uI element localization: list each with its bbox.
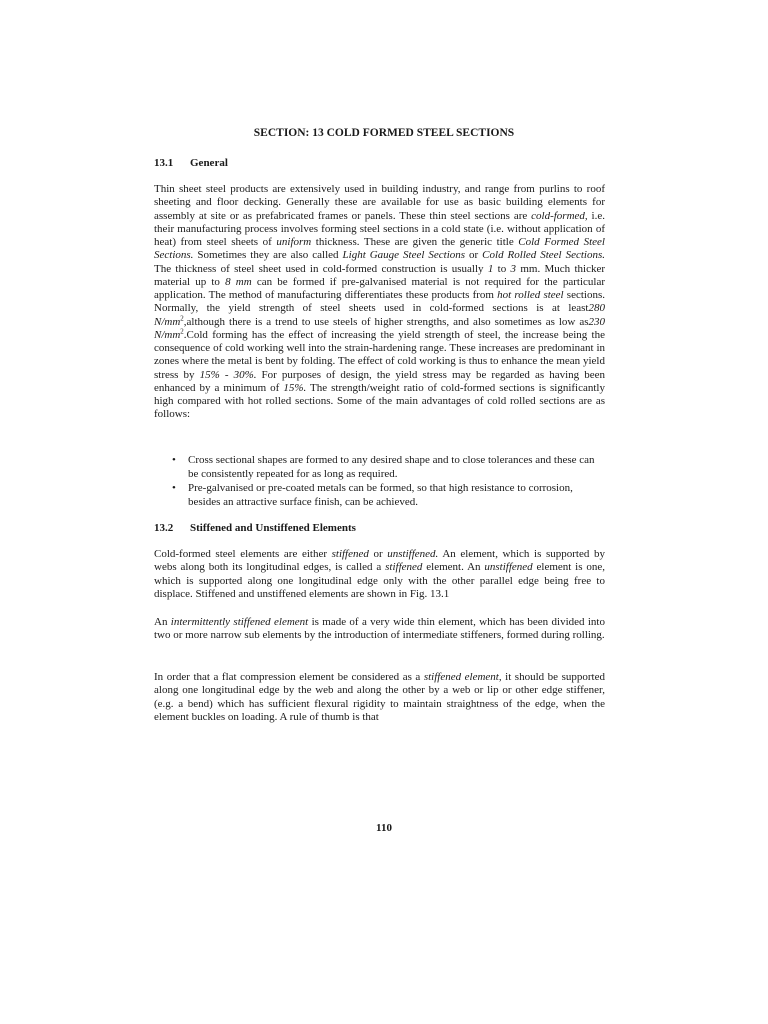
- heading-number: 13.1: [154, 157, 174, 169]
- heading-13-1: [154, 157, 228, 169]
- heading-number: 13.2: [154, 522, 174, 534]
- list-item: • Pre-galvanised or pre-coated metals can be formed, so that high resistance to corrosion, besides an attractive surface finish, can be achieved.: [172, 482, 573, 508]
- bullet-icon: •: [172, 482, 176, 494]
- paragraph-stiffened-2: An intermittently stiffened element is made of a very wide thin element, which has been divided into two or more narrow sub elements by the introduction of intermediate stiffeners, formed during rolling.: [154, 616, 605, 642]
- paragraph-stiffened-1: Cold-formed steel elements are either stiffened or unstiffened. An element, which is supported by webs along both its longitudinal edges, is called a stiffened element. An unstiffened element is one, which is supported along one longitudinal edge only with the other parallel edge being free to displace. Stiffened and unstiffened elements are shown in Fig. 13.1: [154, 548, 606, 600]
- page-number: 110: [376, 822, 392, 834]
- paragraph-stiffened-3: In order that a flat compression element be considered as a stiffened element, it should be supported along one longitudinal edge by the web and along the other by a web or lip or other edge stiffener, (e.g. a bend) which has sufficient flexural rigidity to maintain straightness of the edge, when the element buckles on loading. A rule of thumb is that: [154, 671, 605, 723]
- advantages-list: [172, 453, 606, 509]
- heading-13-2: [154, 522, 356, 534]
- bullet-icon: •: [172, 454, 176, 466]
- heading-text: Stiffened and Unstiffened Elements: [190, 522, 356, 534]
- paragraph-general: Thin sheet steel products are extensively used in building industry, and range from purlins to roof sheeting and floor decking. Generally these are available for use as basic building elements for assembly at site or as prefabricated frames or panels. These thin steel sections are cold-formed, i.e. their manufacturing process involves forming steel sections in a cold state (i.e. without application of heat) from steel sheets of uniform thickness. These are given the generic title Cold Formed Steel Sections. Sometimes they are also called Light Gauge Steel Sections or Cold Rolled Steel Sections. The thickness of steel sheet used in cold-formed construction is usually 1 to 3 mm. Much thicker material up to 8 mm can be formed if pre-galvanised material is not required for the particular application. The method of manufacturing differentiates these products from hot rolled steel sections. Normally, the yield strength of steel sheets used in cold-formed sections is at least280 $N/mm^2,although$ there is a trend to use steels of higher strengths, and also sometimes as low as230 $N/mm^2.Cold$ forming has the effect of increasing the yield strength of steel, the increase being the consequence of cold working well into the strain-hardening range. These increases are predominant in zones where the metal is bent by folding. The effect of cold working is thus to enhance the mean yield stress by 15% - 30%. For purposes of design, the yield stress may be regarded as having been enhanced by a minimum of 15%. The strength/weight ratio of cold-formed sections is significantly high compared with hot rolled sections. Some of the main advantages of cold rolled sections are as follows:: [154, 183, 605, 421]
- section-title: SECTION: 13 COLD FORMED STEEL SECTIONS: [253, 127, 515, 139]
- heading-text: General: [190, 157, 228, 169]
- list-item: • Cross sectional shapes are formed to any desired shape and to close tolerances and these can be consistently repeated for as long as required.: [172, 454, 595, 480]
